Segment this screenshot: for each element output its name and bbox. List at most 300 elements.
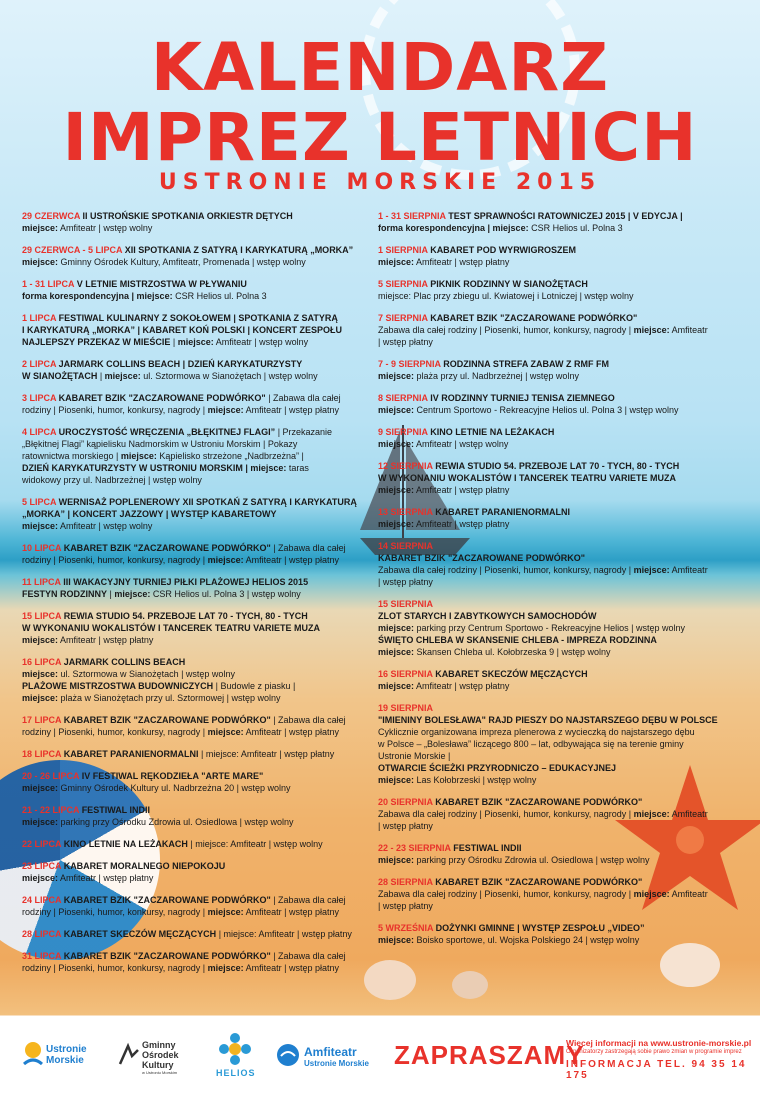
event-date: 18 LIPCA xyxy=(22,749,62,759)
event-detail-line xyxy=(378,934,746,946)
event-detail-segment: miejsce: xyxy=(378,935,415,945)
event-tail: | miejsce: Amfiteatr | wstęp wolny xyxy=(187,839,323,849)
event-detail-segment: "IMIENINY BOLESŁAWA" RAJD PIESZY DO NAJSTARSZEGO DĘBU W POLSCE xyxy=(378,715,718,725)
event-item xyxy=(22,804,390,828)
event-date: 5 WRZEŚNIA xyxy=(378,923,434,933)
event-item xyxy=(22,542,390,566)
event-detail-segment: widokowy przy ul. Nadbrzeżnej | wstęp wolny xyxy=(22,475,202,485)
event-detail-segment: miejsce: Plac przy zbiegu ul. Kwiatowej i Lotniczej | wstęp wolny xyxy=(378,291,634,301)
event-name: KABARET BZIK "ZACZAROWANE PODWÓRKO" xyxy=(56,393,266,403)
event-detail-segment: parking przy Centrum Sportowo - Rekreacyjne Helios | wstęp wolny xyxy=(414,623,685,633)
event-detail-segment: forma korespondencyjna | miejsce: xyxy=(22,291,173,301)
event-date: 8 SIERPNIA xyxy=(378,393,428,403)
event-detail-segment: Cyklicznie organizowana impreza plenerowa z wycieczką do najstarszego dębu xyxy=(378,727,695,737)
event-tail: | Zabawa dla całej xyxy=(270,951,346,961)
event-date: 16 SIERPNIA xyxy=(378,669,433,679)
event-date: 10 LIPCA xyxy=(22,543,62,553)
event-detail-line xyxy=(378,324,746,336)
event-detail-segment: rodziny | Piosenki, humor, konkursy, nagrody | xyxy=(22,405,208,415)
event-name: UROCZYSTOŚĆ WRĘCZENIA „BŁĘKITNEJ FLAGI” xyxy=(56,427,276,437)
event-detail-segment: Zabawa dla całej rodziny | Piosenki, humor, konkursy, nagrody | xyxy=(378,809,634,819)
event-heading xyxy=(378,460,746,472)
event-detail-line xyxy=(22,324,390,336)
event-detail-segment: | xyxy=(107,589,115,599)
event-name: KABARET PARANIENORMALNI xyxy=(61,749,199,759)
event-detail-line xyxy=(378,634,746,646)
event-detail-segment: taras xyxy=(286,463,309,473)
event-name: KABARET BZIK "ZACZAROWANE PODWÓRKO" xyxy=(61,895,271,905)
event-date: 5 SIERPNIA xyxy=(378,279,428,289)
event-detail-line xyxy=(22,622,390,634)
event-heading xyxy=(22,610,390,622)
event-heading xyxy=(378,876,746,888)
event-detail-segment: | xyxy=(97,371,105,381)
logo2-line3: Kultury xyxy=(142,1060,174,1070)
event-detail-segment: miejsce: xyxy=(378,371,415,381)
event-date: 29 CZERWCA - 5 LIPCA xyxy=(22,245,123,255)
event-item xyxy=(378,506,746,530)
event-name: KABARET POD WYRWIGROSZEM xyxy=(427,245,577,255)
event-detail-segment: plaża w Sianożętach przy ul. Sztormowej | wstęp wolny xyxy=(58,693,281,703)
event-heading xyxy=(22,278,390,290)
organizer-note: Organizatorzy zastrzegają sobie prawo zmian w programie imprez xyxy=(566,1049,742,1055)
event-detail-segment: ul. Sztormowa w Sianożętach | wstęp wolny xyxy=(140,371,318,381)
event-detail-segment: miejsce: xyxy=(177,337,214,347)
event-detail-line xyxy=(378,336,746,348)
logo3-text: HELIOS xyxy=(216,1068,256,1078)
event-detail-segment: W WYKONANIU WOKALISTÓW I TANCEREK TEATRU VARIETE MUZA xyxy=(378,473,676,483)
wave-icon xyxy=(118,1042,140,1068)
event-detail-segment: I KARYKATURĄ „MORKA” | KABARET KOŃ POLSKI | KONCERT ZESPOŁU xyxy=(22,325,343,335)
event-name: JARMARK COLLINS BEACH | DZIEŃ KARYKATURZYSTY xyxy=(56,359,303,369)
event-tail: | Zabawa dla całej xyxy=(270,543,346,553)
event-date: 15 SIERPNIA xyxy=(378,599,434,609)
event-detail-segment: Amfiteatr | wstęp płatny xyxy=(414,519,510,529)
event-item xyxy=(22,426,390,486)
event-item xyxy=(378,598,746,658)
event-item xyxy=(22,770,390,794)
event-detail-line xyxy=(378,738,746,750)
event-heading xyxy=(378,278,746,290)
event-detail-line xyxy=(22,668,390,680)
event-date: 22 - 23 SIERPNIA xyxy=(378,843,451,853)
event-detail-line xyxy=(22,962,390,974)
event-heading xyxy=(22,894,390,906)
event-date: 19 SIERPNIA xyxy=(378,703,434,713)
logo4-line1: Amfiteatr xyxy=(304,1045,357,1059)
event-item xyxy=(378,312,746,348)
event-date: 5 LIPCA xyxy=(22,497,57,507)
event-name: KABARET PARANIENORMALNI xyxy=(432,507,571,517)
event-date: 21 - 22 LIPCA xyxy=(22,805,80,815)
event-detail-segment: ŚWIĘTO CHLEBA W SKANSENIE CHLEBA - IMPREZA RODZINNA xyxy=(378,635,657,645)
event-name: KABARET BZIK "ZACZAROWANE PODWÓRKO" xyxy=(61,715,271,725)
event-detail-segment: Las Kołobrzeski | wstęp wolny xyxy=(414,775,537,785)
event-detail-segment: ul. Sztormowa w Sianożętach | wstęp wolny xyxy=(58,669,235,679)
event-detail-line xyxy=(22,872,390,884)
event-detail-segment: Amfiteatr | wstęp płatny xyxy=(243,555,340,565)
logo1-line1: Ustronie xyxy=(46,1044,87,1055)
event-detail-line xyxy=(22,222,390,234)
event-detail-segment: Amfiteatr | wstęp płatny xyxy=(243,907,340,917)
event-item xyxy=(378,358,746,382)
event-detail-segment: Amfiteatr xyxy=(669,809,708,819)
event-detail-segment: | Budowle z piasku | xyxy=(213,681,296,691)
event-heading xyxy=(22,426,390,438)
event-detail-line xyxy=(378,900,746,912)
event-tail: | Zabawa dla całej xyxy=(265,393,341,403)
event-detail-line xyxy=(22,474,390,486)
event-detail-line xyxy=(378,290,746,302)
event-item xyxy=(22,496,390,532)
event-date: 29 CZERWCA xyxy=(22,211,81,221)
event-date: 16 LIPCA xyxy=(22,657,62,667)
event-item xyxy=(378,842,746,866)
event-detail-segment: miejsce: xyxy=(378,439,415,449)
event-item xyxy=(22,312,390,348)
event-item xyxy=(378,876,746,912)
event-detail-segment: ratownictwa morskiego | xyxy=(22,451,121,461)
event-heading xyxy=(378,540,746,552)
ustronie-morskie-logo xyxy=(22,1032,102,1088)
event-detail-segment: miejsce: xyxy=(22,257,59,267)
event-heading xyxy=(22,950,390,962)
event-name: KABARET BZIK "ZACZAROWANE PODWÓRKO" xyxy=(61,543,271,553)
event-detail-segment: miejsce: xyxy=(22,873,59,883)
event-detail-segment: miejsce: xyxy=(22,635,59,645)
event-detail-line xyxy=(22,906,390,918)
event-date: 1 - 31 LIPCA xyxy=(22,279,75,289)
event-detail-segment: Amfiteatr | wstęp płatny xyxy=(58,873,154,883)
event-detail-line xyxy=(22,450,390,462)
event-detail-segment: miejsce: xyxy=(22,521,59,531)
event-heading xyxy=(378,598,746,610)
event-detail-segment: CSR Helios ul. Polna 3 | wstęp wolny xyxy=(150,589,301,599)
event-detail-segment: W SIANOŻĘTACH xyxy=(22,371,98,381)
event-name: WERNISAŻ POPLENEROWY XII SPOTKAŃ Z SATYRĄ I KARYKATURĄ xyxy=(56,497,357,507)
event-detail-segment: Amfiteatr xyxy=(669,325,708,335)
event-detail-segment: Amfiteatr | wstęp płatny xyxy=(414,485,510,495)
event-item xyxy=(22,576,390,600)
event-detail-segment: rodziny | Piosenki, humor, konkursy, nagrody | xyxy=(22,907,208,917)
event-item xyxy=(22,210,390,234)
event-date: 11 LIPCA xyxy=(22,577,61,587)
event-detail-segment: Zabawa dla całej rodziny | Piosenki, humor, konkursy, nagrody | xyxy=(378,565,634,575)
event-detail-segment: DZIEŃ KARYKATURZYSTY W USTRONIU MORSKIM | miejsce: xyxy=(22,463,287,473)
event-detail-line xyxy=(378,750,746,762)
page-title-line1: KALENDARZ xyxy=(150,29,610,106)
event-detail-segment: Boisko sportowe, ul. Wojska Polskiego 24 | wstęp wolny xyxy=(414,935,640,945)
event-name: XII SPOTKANIA Z SATYRĄ I KARYKATURĄ „MORKA” xyxy=(122,245,354,255)
event-item xyxy=(378,426,746,450)
event-detail-segment: Amfiteatr xyxy=(669,889,708,899)
event-detail-line xyxy=(378,762,746,774)
event-detail-line xyxy=(378,438,746,450)
event-detail-segment: miejsce: xyxy=(22,783,59,793)
event-item xyxy=(22,392,390,416)
event-item xyxy=(378,540,746,588)
event-detail-segment: miejsce: xyxy=(22,669,59,679)
event-detail-segment: rodziny | Piosenki, humor, konkursy, nagrody | xyxy=(22,555,208,565)
event-heading xyxy=(22,770,390,782)
event-item xyxy=(378,922,746,946)
event-detail-segment: miejsce: xyxy=(378,623,415,633)
event-detail-segment: PLAŻOWE MISTRZOSTWA BUDOWNICZYCH xyxy=(22,681,214,691)
event-name: KABARET SKECZÓW MĘCZĄCYCH xyxy=(432,669,588,679)
event-detail-segment: miejsce: xyxy=(120,451,157,461)
event-name: DOŻYNKI GMINNE | WYSTĘP ZESPOŁU „VIDEO” xyxy=(433,923,645,933)
event-name: KABARET BZIK "ZACZAROWANE PODWÓRKO" xyxy=(61,951,271,961)
event-heading xyxy=(378,668,746,680)
logo2-line1: Gminny xyxy=(142,1040,176,1050)
event-detail-line xyxy=(22,554,390,566)
event-heading xyxy=(378,210,746,222)
event-detail-segment: miejsce: xyxy=(207,963,244,973)
event-item xyxy=(378,668,746,692)
event-name: KINO LETNIE NA LEŻAKACH xyxy=(61,839,188,849)
event-detail-segment: miejsce: xyxy=(378,775,415,785)
event-detail-segment: miejsce: xyxy=(378,485,415,495)
event-date: 23 LIPCA xyxy=(22,861,62,871)
event-name: KABARET BZIK "ZACZAROWANE PODWÓRKO" xyxy=(427,313,638,323)
logo4-line2: Ustronie Morskie xyxy=(304,1059,369,1068)
event-name: II USTROŃSKIE SPOTKANIA ORKIESTR DĘTYCH xyxy=(80,211,293,221)
event-detail-segment: Zabawa dla całej rodziny | Piosenki, humor, konkursy, nagrody | xyxy=(378,325,634,335)
event-detail-segment: miejsce: xyxy=(22,693,59,703)
event-heading xyxy=(378,922,746,934)
event-detail-segment: ZLOT STARYCH I ZABYTKOWYCH SAMOCHODÓW xyxy=(378,611,597,621)
event-heading xyxy=(22,210,390,222)
event-name: V LETNIE MISTRZOSTWA W PŁYWANIU xyxy=(74,279,247,289)
event-detail-segment: OTWARCIE ŚCIEŻKI PRZYRODNICZO – EDUKACYJNEJ xyxy=(378,763,617,773)
event-heading xyxy=(22,748,390,760)
event-name: FESTIWAL INDII xyxy=(450,843,522,853)
july-events-column xyxy=(22,210,390,984)
event-heading xyxy=(378,796,746,808)
event-detail-line xyxy=(378,774,746,786)
event-date: 12 SIERPNIA xyxy=(378,461,433,471)
event-item xyxy=(378,278,746,302)
event-detail-line xyxy=(378,646,746,658)
event-detail-segment: Amfiteatr | wstęp płatny xyxy=(243,963,340,973)
event-item xyxy=(22,244,390,268)
event-date: 9 SIERPNIA xyxy=(378,427,428,437)
sun-icon xyxy=(22,1040,44,1070)
event-detail-segment: Centrum Sportowo - Rekreacyjne Helios ul. Polna 3 | wstęp wolny xyxy=(414,405,679,415)
event-detail-segment: FESTYN RODZINNY xyxy=(22,589,108,599)
event-item xyxy=(378,460,746,496)
event-detail-line xyxy=(378,820,746,832)
event-tail: | Zabawa dla całej xyxy=(270,895,346,905)
gok-logo xyxy=(118,1032,198,1088)
event-detail-segment: miejsce: xyxy=(104,371,141,381)
event-name: III WAKACYJNY TURNIEJ PIŁKI PLAŻOWEJ HELIOS 2015 xyxy=(60,577,309,587)
event-detail-segment: Amfiteatr | wstęp wolny xyxy=(58,521,153,531)
event-heading xyxy=(22,392,390,404)
event-item xyxy=(22,928,390,940)
event-date: 28 SIERPNIA xyxy=(378,877,433,887)
event-heading xyxy=(22,804,390,816)
event-detail-segment: miejsce: xyxy=(633,809,670,819)
event-date: 7 SIERPNIA xyxy=(378,313,428,323)
event-date: 1 LIPCA xyxy=(22,313,57,323)
event-date: 1 SIERPNIA xyxy=(378,245,428,255)
event-tail: | Przekazanie xyxy=(275,427,333,437)
event-date: 2 LIPCA xyxy=(22,359,57,369)
event-detail-line xyxy=(22,782,390,794)
event-detail-segment: miejsce: xyxy=(378,681,415,691)
event-item xyxy=(378,702,746,786)
event-detail-segment: miejsce: xyxy=(633,889,670,899)
event-detail-segment: CSR Helios ul. Polna 3 xyxy=(172,291,267,301)
august-events-column xyxy=(378,210,746,956)
event-name: TEST SPRAWNOŚCI RATOWNICZEJ 2015 | V EDYCJA | xyxy=(445,211,683,221)
event-detail-segment: Ustronie Morskie | xyxy=(378,751,451,761)
event-date: 14 SIERPNIA xyxy=(378,541,434,551)
event-name: REWIA STUDIO 54. PRZEBOJE LAT 70 - TYCH, 80 - TYCH xyxy=(61,611,308,621)
event-detail-segment: Gminny Ośrodek Kultury, Amfiteatr, Promenada | wstęp wolny xyxy=(58,257,306,267)
event-detail-line xyxy=(22,816,390,828)
event-detail-segment: Amfiteatr | wstęp płatny xyxy=(243,727,340,737)
event-detail-segment: | wstęp płatny xyxy=(378,577,433,587)
event-item xyxy=(22,278,390,302)
event-detail-line xyxy=(22,370,390,382)
logo2-line4: w Ustroniu Morskim xyxy=(142,1070,178,1075)
event-name: JARMARK COLLINS BEACH xyxy=(61,657,186,667)
event-heading xyxy=(22,576,390,588)
event-detail-segment: Amfiteatr xyxy=(669,565,708,575)
helios-logo xyxy=(208,1032,268,1088)
event-date: 24 LIPCA xyxy=(22,895,62,905)
event-detail-line xyxy=(378,714,746,726)
event-date: 13 SIERPNIA xyxy=(378,507,433,517)
flower-icon xyxy=(218,1032,252,1066)
event-detail-segment: parking przy Ośrodku Zdrowia ul. Osiedlowa | wstęp wolny xyxy=(58,817,294,827)
event-heading xyxy=(22,358,390,370)
event-detail-segment: Amfiteatr | wstęp płatny xyxy=(414,257,510,267)
event-heading xyxy=(22,312,390,324)
event-name: IV RODZINNY TURNIEJ TENISA ZIEMNEGO xyxy=(427,393,615,403)
event-detail-segment: Amfiteatr | wstęp wolny xyxy=(414,439,509,449)
event-detail-segment: rodziny | Piosenki, humor, konkursy, nagrody | xyxy=(22,963,208,973)
logo2-line2: Ośrodek xyxy=(142,1050,179,1060)
event-detail-segment: miejsce: xyxy=(207,727,244,737)
event-date: 4 LIPCA xyxy=(22,427,57,437)
amfiteatr-logo xyxy=(276,1032,376,1088)
page-title-line2: IMPREZ LETNICH xyxy=(62,99,698,176)
event-heading xyxy=(378,426,746,438)
event-name: KABARET BZIK "ZACZAROWANE PODWÓRKO" xyxy=(432,877,643,887)
event-name: KABARET MORALNEGO NIEPOKOJU xyxy=(61,861,226,871)
event-item xyxy=(22,656,390,704)
event-heading xyxy=(22,244,390,256)
event-date: 20 - 26 LIPCA xyxy=(22,771,80,781)
event-name: PIKNIK RODZINNY W SIANOŻĘTACH xyxy=(427,279,588,289)
event-detail-segment: miejsce: xyxy=(378,519,415,529)
event-heading xyxy=(22,838,390,850)
event-detail-line xyxy=(378,854,746,866)
event-detail-segment: W WYKONANIU WOKALISTÓW I TANCEREK TEATRU VARIETE MUZA xyxy=(22,623,320,633)
event-item xyxy=(22,894,390,918)
event-detail-segment: Amfiteatr | wstęp wolny xyxy=(213,337,309,347)
event-heading xyxy=(378,392,746,404)
event-detail-segment: miejsce: xyxy=(378,257,415,267)
event-item xyxy=(22,748,390,760)
event-detail-line xyxy=(378,622,746,634)
event-detail-segment: Skansen Chleba ul. Kołobrzeska 9 | wstęp wolny xyxy=(414,647,611,657)
event-item xyxy=(22,838,390,850)
event-item xyxy=(22,714,390,738)
event-name: RODZINNA STREFA ZABAW Z RMF FM xyxy=(440,359,610,369)
event-detail-line xyxy=(378,552,746,564)
event-detail-segment: parking przy Ośrodku Zdrowia ul. Osiedlowa | wstęp wolny xyxy=(414,855,650,865)
seagull-icon xyxy=(276,1042,300,1068)
event-detail-segment: miejsce: xyxy=(378,647,415,657)
zapraszamy-text: ZAPRASZAMY xyxy=(394,1040,585,1070)
event-detail-segment: „MORKA” | KONCERT JAZZOWY | WYSTĘP KABARETOWY xyxy=(22,509,277,519)
event-detail-line xyxy=(378,576,746,588)
event-name: KABARET BZIK "ZACZAROWANE PODWÓRKO" xyxy=(432,797,643,807)
event-heading xyxy=(22,928,390,940)
event-detail-line xyxy=(378,564,746,576)
event-detail-segment: CSR Helios ul. Polna 3 xyxy=(528,223,623,233)
event-detail-segment: | wstęp płatny xyxy=(378,901,433,911)
event-detail-segment: plaża przy ul. Nadbrzeżnej | wstęp wolny xyxy=(414,371,579,381)
event-date: 1 - 31 SIERPNIA xyxy=(378,211,446,221)
event-heading xyxy=(22,656,390,668)
event-detail-line xyxy=(22,438,390,450)
event-item xyxy=(22,950,390,974)
event-date: 15 LIPCA xyxy=(22,611,62,621)
event-heading xyxy=(378,702,746,714)
event-heading xyxy=(22,542,390,554)
event-detail-line xyxy=(22,680,390,692)
event-detail-line xyxy=(378,370,746,382)
event-detail-line xyxy=(22,508,390,520)
event-detail-segment: Amfiteatr | wstęp płatny xyxy=(243,405,340,415)
event-item xyxy=(22,610,390,646)
event-tail: | miejsce: Amfiteatr | wstęp płatny xyxy=(216,929,352,939)
event-heading xyxy=(378,842,746,854)
event-name: KINO LETNIE NA LEŻAKACH xyxy=(427,427,555,437)
event-date: 7 - 9 SIERPNIA xyxy=(378,359,441,369)
event-detail-line xyxy=(22,634,390,646)
event-detail-segment: miejsce: xyxy=(633,325,670,335)
event-detail-segment: forma korespondencyjna | miejsce: xyxy=(378,223,529,233)
event-detail-segment: | wstęp płatny xyxy=(378,337,433,347)
event-name: REWIA STUDIO 54. PRZEBOJE LAT 70 - TYCH, 80 - TYCH xyxy=(432,461,680,471)
event-heading xyxy=(22,496,390,508)
event-detail-line xyxy=(378,610,746,622)
event-tail: | Zabawa dla całej xyxy=(270,715,346,725)
event-heading xyxy=(22,714,390,726)
event-detail-line xyxy=(378,484,746,496)
event-date: 17 LIPCA xyxy=(22,715,62,725)
event-detail-segment: miejsce: xyxy=(22,817,59,827)
event-detail-segment: Amfiteatr | wstęp płatny xyxy=(58,635,154,645)
event-detail-line xyxy=(378,680,746,692)
event-detail-line xyxy=(378,256,746,268)
event-item xyxy=(378,210,746,234)
event-detail-line xyxy=(22,256,390,268)
event-item xyxy=(22,358,390,382)
more-info-link[interactable]: Więcej informacji na www.ustronie-morskie.pl xyxy=(566,1038,752,1048)
event-detail-segment: Amfiteatr | wstęp płatny xyxy=(414,681,510,691)
event-name: FESTIWAL INDII xyxy=(79,805,151,815)
event-detail-segment: miejsce: xyxy=(114,589,151,599)
event-detail-segment: „Błękitnej Flagi” kąpielisku Nadmorskim w Ustroniu Morskim | Pokazy xyxy=(22,439,298,449)
page-subtitle: USTRONIE MORSKIE 2015 xyxy=(158,170,602,195)
